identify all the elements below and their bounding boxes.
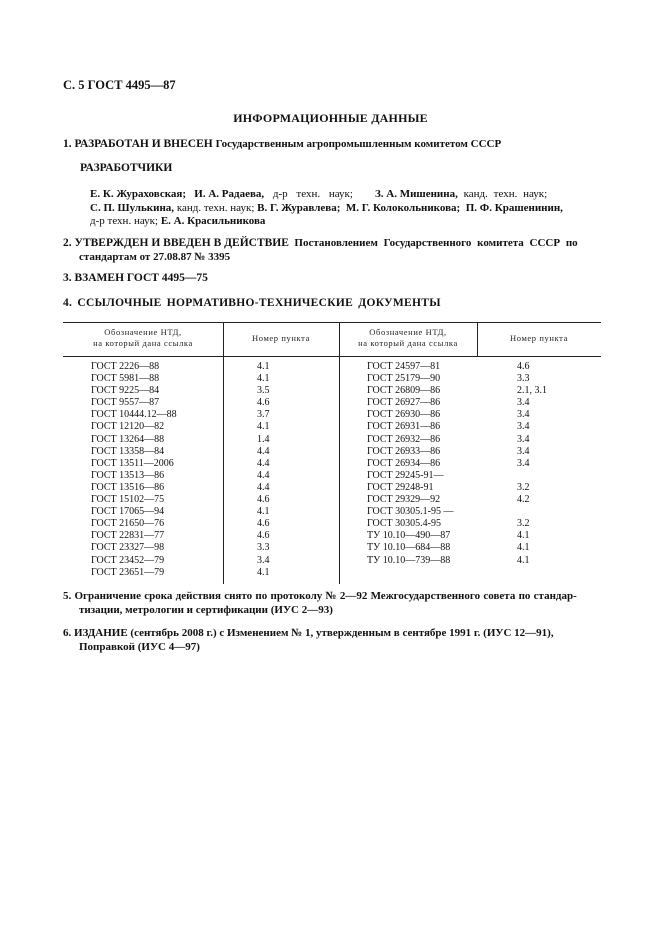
section-approved — [63, 236, 578, 264]
table-cell-doc: ТУ 10.10—684—88 — [367, 542, 451, 554]
table-col-divider — [339, 322, 340, 584]
table-header-item-right: Номер пункта — [510, 333, 568, 343]
table-cell-doc: ГОСТ 29329—92 — [367, 494, 441, 506]
table-cell-doc: ГОСТ 17065—94 — [91, 506, 165, 518]
developer-name: И. А. Радаева, — [194, 188, 265, 200]
table-cell-item: 3.4 — [517, 409, 530, 421]
table-cell-item — [517, 470, 547, 482]
table-cell-doc: ГОСТ 13516—86 — [91, 481, 165, 493]
table-cell-item: 4.1 — [257, 361, 270, 372]
table-cell-doc: ГОСТ 25179—90 — [367, 373, 441, 385]
header-text: на который дана ссылка — [93, 338, 193, 348]
table-cell-item: 2.1, 3.1 — [517, 385, 547, 397]
table-cell-doc: ГОСТ 22831—77 — [91, 530, 165, 542]
section-replaces-label: 3. ВЗАМЕН ГОСТ 4495—75 — [63, 272, 208, 284]
developer-role: канд. техн. наук; — [457, 188, 548, 200]
section-developed-text: Государственным агропромышленным комитетом СССР — [215, 138, 502, 150]
section-approved-text: Постановлением Государственного комитета СССР по — [294, 237, 578, 249]
table-cell-item — [517, 506, 547, 518]
table-header-doc-left — [63, 327, 223, 349]
table-cell-doc: ГОСТ 26932—86 — [367, 433, 441, 445]
section-limitation-line-2: тизации, метрологии и сертификации (ИУС 2—93) — [79, 604, 333, 616]
table-cell-doc: ГОСТ 23452—79 — [91, 554, 165, 566]
table-cell-item: 3.4 — [517, 397, 530, 409]
table-cell-item: 4.1 — [517, 554, 530, 566]
table-cell-doc: ГОСТ 26931—86 — [367, 421, 441, 433]
table-cell-item: 4.1 — [257, 566, 270, 578]
left-doc-column — [91, 361, 177, 579]
table-cell-item: 3.2 — [517, 481, 530, 493]
table-cell-item: 4.4 — [257, 481, 270, 493]
header-text: Обозначение НТД, — [369, 327, 447, 337]
page-header: С. 5 ГОСТ 4495—87 — [63, 78, 176, 92]
table-cell-item: 3.4 — [517, 421, 530, 433]
right-item-column — [517, 361, 547, 567]
section-replaces — [63, 272, 208, 284]
table-cell-doc: ГОСТ 13358—84 — [91, 445, 165, 457]
table-cell-doc: ГОСТ 9557—87 — [91, 397, 160, 409]
section-edition-line-1: 6. ИЗДАНИЕ (сентябрь 2008 г.) с Изменением № 1, утвержденным в сентябре 1991 г. (ИУС 12—91), — [63, 627, 554, 639]
table-cell-doc: ТУ 10.10—490—87 — [367, 530, 451, 542]
table-cell-doc: ГОСТ 2226—88 — [91, 361, 160, 372]
table-cell-doc: ГОСТ 30305.1-95 — — [367, 506, 454, 518]
developers-line-3 — [90, 215, 563, 229]
developer-role: канд. техн. наук; — [174, 201, 255, 214]
table-cell-item: 4.4 — [257, 469, 270, 481]
developer-role: д-р техн. наук; — [264, 188, 353, 200]
table-cell-item: 4.1 — [257, 421, 270, 433]
developer-role: д-р техн. наук; — [90, 215, 159, 227]
table-cell-doc: ГОСТ 29245-91— — [367, 469, 444, 481]
section-approved-label: 2. УТВЕРЖДЕН И ВВЕДЕН В ДЕЙСТВИЕ — [63, 237, 289, 249]
table-cell-item: 4.4 — [257, 457, 270, 469]
developers-line-2 — [90, 202, 563, 216]
developer-name: С. П. Шулькина, — [90, 201, 175, 214]
table-cell-item: 3.4 — [517, 457, 530, 469]
table-cell-item: 4.6 — [257, 397, 270, 409]
section-references — [63, 297, 441, 309]
table-top-border — [63, 322, 601, 323]
developer-name: Е. А. Красильникова — [160, 215, 266, 227]
table-cell-item: 4.1 — [517, 542, 530, 554]
section-approved-text-2: стандартам от 27.08.87 № 3395 — [79, 251, 231, 263]
table-cell-doc: ГОСТ 26930—86 — [367, 409, 441, 421]
table-cell-item: 3.3 — [517, 373, 530, 385]
table-header-border — [63, 356, 601, 357]
developer-name: П. Ф. Крашенинин, — [465, 201, 563, 214]
table-cell-doc: ГОСТ 23327—98 — [91, 542, 165, 554]
table-cell-item: 3.4 — [517, 445, 530, 457]
table-cell-item: 4.6 — [517, 361, 530, 372]
table-header-item-left: Номер пункта — [252, 333, 310, 343]
table-cell-doc: ГОСТ 13511—2006 — [91, 457, 174, 469]
section-developed-label: 1. РАЗРАБОТАН И ВНЕСЕН — [63, 138, 213, 150]
table-header-doc-right — [339, 327, 477, 349]
table-cell-item: 3.3 — [257, 542, 270, 554]
section-approved-line-2 — [63, 250, 578, 264]
table-cell-item: 3.4 — [257, 554, 270, 566]
section-developed — [63, 138, 501, 150]
table-cell-doc: ГОСТ 26809—86 — [367, 385, 441, 397]
table-cell-doc: ГОСТ 29248-91 — [367, 481, 434, 493]
table-cell-doc: ГОСТ 13513—86 — [91, 469, 165, 481]
section-limitation — [63, 589, 577, 617]
table-cell-item: 4.6 — [257, 530, 270, 542]
table-cell-item: 4.1 — [257, 373, 270, 385]
table-cell-item: 4.1 — [517, 530, 530, 542]
table-cell-doc: ГОСТ 15102—75 — [91, 494, 165, 506]
developers-list — [90, 188, 563, 229]
table-cell-item: 4.2 — [517, 494, 530, 506]
table-cell-item: 4.6 — [257, 518, 270, 530]
table-cell-doc: ГОСТ 23651—79 — [91, 566, 165, 578]
table-cell-item: 3.4 — [517, 433, 530, 445]
section-references-label: 4. ССЫЛОЧНЫЕ НОРМАТИВНО-ТЕХНИЧЕСКИЕ ДОКУМЕНТЫ — [63, 297, 441, 309]
left-item-column — [257, 361, 270, 579]
table-cell-doc: ГОСТ 21650—76 — [91, 518, 165, 530]
developers-line-1 — [90, 188, 563, 202]
table-col-divider — [223, 322, 224, 584]
table-cell-item: 4.4 — [257, 445, 270, 457]
table-cell-doc: ГОСТ 26927—86 — [367, 397, 441, 409]
table-cell-doc: ГОСТ 12120—82 — [91, 421, 165, 433]
table-cell-doc: ГОСТ 24597—81 — [367, 361, 441, 372]
reference-table — [63, 322, 601, 584]
table-cell-item: 1.4 — [257, 433, 270, 445]
table-cell-doc: ГОСТ 26934—86 — [367, 457, 441, 469]
header-text: Обозначение НТД, — [104, 327, 182, 337]
right-doc-column — [367, 361, 453, 567]
table-cell-doc: ГОСТ 26933—86 — [367, 445, 441, 457]
developer-name: В. Г. Журавлева; — [257, 201, 341, 214]
table-cell-doc: ГОСТ 9225—84 — [91, 385, 160, 397]
developer-name: Е. К. Жураховская; — [90, 188, 187, 200]
table-cell-item: 3.7 — [257, 409, 270, 421]
section-approved-line-1 — [63, 236, 578, 250]
table-cell-item: 3.5 — [257, 385, 270, 397]
developer-name: М. Г. Колокольникова; — [345, 201, 461, 214]
page-title: ИНФОРМАЦИОННЫЕ ДАННЫЕ — [233, 111, 428, 125]
developers-header: РАЗРАБОТЧИКИ — [80, 162, 173, 174]
table-cell-doc: ГОСТ 30305.4-95 — [367, 518, 441, 530]
header-text: на который дана ссылка — [358, 338, 458, 348]
table-cell-item: 3.2 — [517, 518, 530, 530]
section-limitation-line-1: 5. Ограничение срока действия снято по протоколу № 2—92 Межгосударственного совета по стандар- — [63, 590, 577, 602]
section-edition-line-2: Поправкой (ИУС 4—97) — [79, 641, 200, 653]
table-cell-doc: ГОСТ 13264—88 — [91, 433, 165, 445]
table-cell-doc: ГОСТ 10444.12—88 — [91, 409, 177, 421]
table-cell-doc: ГОСТ 5981—88 — [91, 373, 160, 385]
table-cell-item: 4.1 — [257, 506, 270, 518]
table-cell-item: 4.6 — [257, 494, 270, 506]
table-cell-doc: ТУ 10.10—739—88 — [367, 554, 451, 566]
developer-name: З. А. Мишенина, — [374, 188, 458, 200]
section-edition — [63, 626, 554, 654]
